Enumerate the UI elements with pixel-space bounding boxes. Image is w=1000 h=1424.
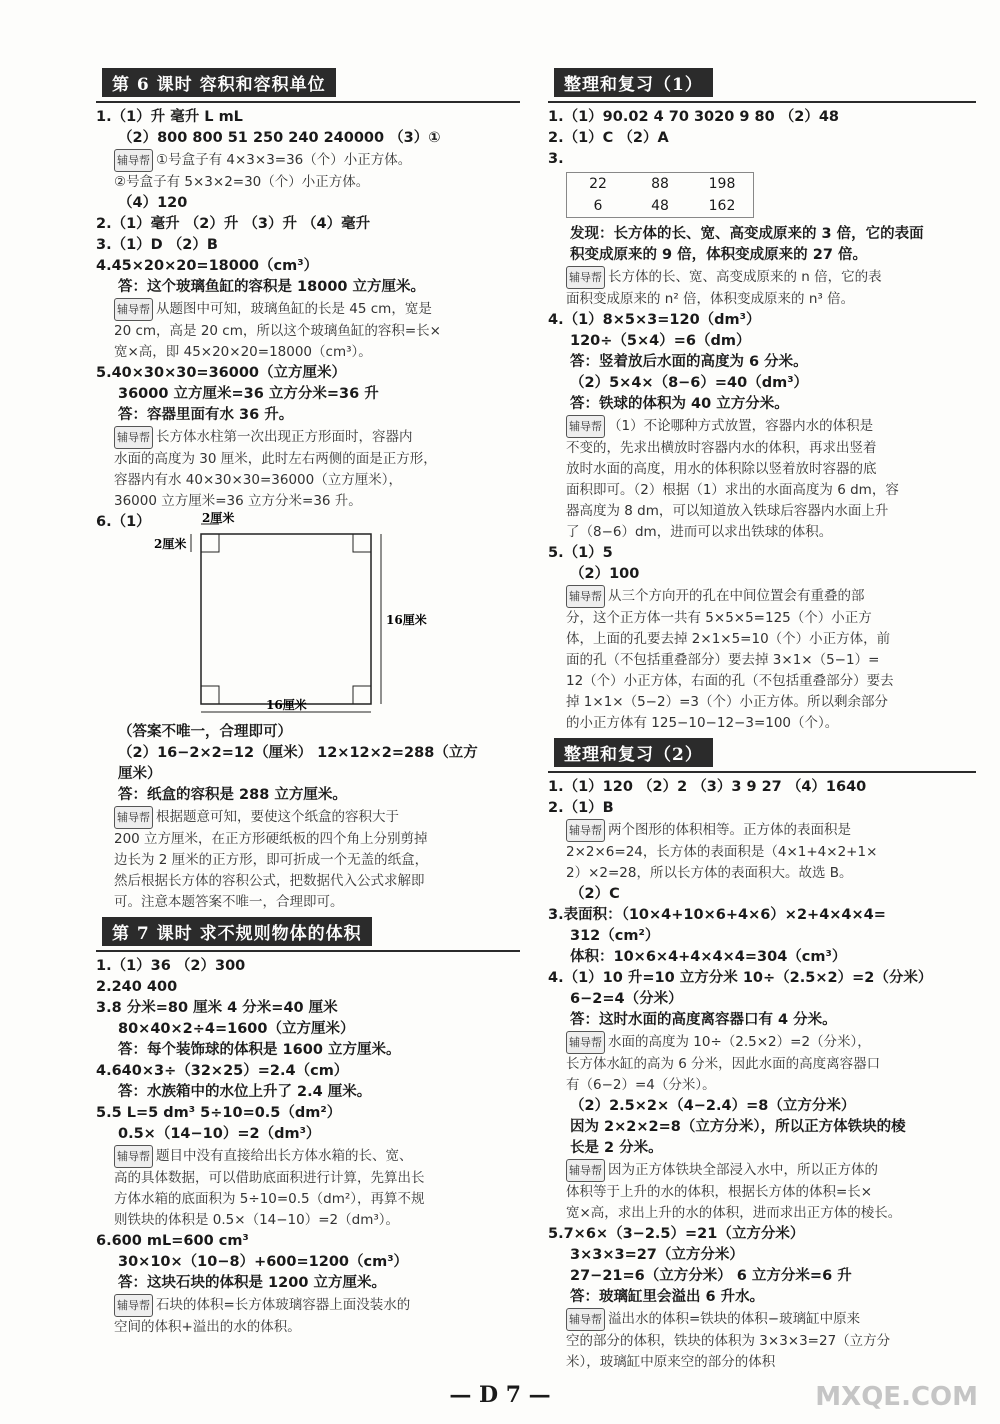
help-line: 12（个）小正方体，右面的孔（不包括重叠部分）要去	[566, 673, 894, 689]
answer-line: 80×40×2÷4=1600（立方厘米）	[118, 1021, 355, 1037]
answer-line: （2）100	[570, 566, 640, 582]
answer-line: 2.（1）C （2）A	[548, 130, 669, 146]
help-line: 空间的体积+溢出的水的体积。	[114, 1319, 301, 1335]
square-cardboard-diagram	[154, 511, 496, 717]
answer-line: 5.40×30×30=36000（立方厘米）	[96, 365, 347, 381]
question-6-diagram	[96, 512, 520, 722]
answer-line: 3×3×3=27（立方分米）	[570, 1247, 744, 1263]
answer-line: 0.5×（14−10）=2（dm³）	[118, 1126, 321, 1142]
tutor-help-text	[548, 1159, 976, 1182]
answer-line: 4.45×20×20=18000（cm³）	[96, 258, 319, 274]
page-number: — D 7 —	[449, 1382, 551, 1408]
tutor-help-text	[96, 1317, 520, 1338]
help-line: 空的部分的体积，铁块的体积为 3×3×3=27（立方分	[566, 1333, 891, 1349]
help-line: 则铁块的体积是 0.5×（14−10）=2（dm³）。	[114, 1212, 400, 1228]
help-line: 面的孔（不包括重叠部分）要去掉 3×1×（5−1）=	[566, 652, 880, 668]
answer-line: 1.（1）90.02 4 70 3020 9 80 （2）48	[548, 109, 839, 125]
help-line: 面积变成原来的 n² 倍，体积变成原来的 n³ 倍。	[566, 291, 855, 307]
help-line: 掉 1×1×（5−2）=3（个）小正方体。所以剩余部分	[566, 694, 888, 710]
table-cell: 88	[651, 176, 669, 192]
tutor-help-text	[96, 1189, 520, 1210]
tutor-help-text	[96, 1168, 520, 1189]
tutor-help-text	[548, 1308, 976, 1331]
help-line: 两个图形的体积相等。正方体的表面积是	[608, 822, 851, 838]
help-line: 长方体水缸的高为 6 分米，因此水面的高度离容器口	[566, 1056, 881, 1072]
answer-line: 5.（1）5	[548, 545, 613, 561]
help-line: ②号盒子有 5×3×2=30（个）小正方体。	[114, 174, 370, 190]
help-tag-icon: 辅导帮	[114, 806, 153, 829]
answer-line: 厘米）	[118, 766, 162, 782]
tutor-help-text	[548, 501, 976, 522]
help-tag-icon: 辅导帮	[566, 585, 605, 608]
tutor-help-text	[548, 842, 976, 863]
help-line: 面积即可。（2）根据（1）求出的水面高度为 6 dm，容	[566, 482, 899, 498]
table-cell: 162	[708, 198, 736, 214]
answer-line: 答：竖着放后水面的高度为 6 分米。	[570, 354, 808, 370]
section-header	[548, 738, 976, 773]
help-line: 20 cm，高是 20 cm，所以这个玻璃鱼缸的容积=长×	[114, 323, 441, 339]
answer-block	[548, 224, 976, 734]
help-line: ①号盒子有 4×3×3=36（个）小正方体。	[156, 152, 412, 168]
help-line: 可。注意本题答案不唯一，合理即可。	[114, 894, 344, 910]
help-tag-icon: 辅导帮	[114, 149, 153, 172]
help-tag-icon: 辅导帮	[566, 1031, 605, 1054]
section-title: 整理和复习（2）	[554, 738, 713, 767]
tutor-help-text	[548, 480, 976, 501]
answer-block	[96, 722, 520, 913]
help-line: 长方体水柱第一次出现正方形面时，容器内	[156, 429, 413, 445]
help-line: 宽×高，求出上升的水的体积，进而求出正方体的棱长。	[566, 1205, 902, 1221]
answer-line: 6.600 mL=600 cm³	[96, 1233, 249, 1249]
answer-line: 30×10×（10−8）+600=1200（cm³）	[118, 1254, 409, 1270]
tutor-help-text	[96, 1145, 520, 1168]
right-dimension-label: 16厘米	[386, 613, 427, 627]
help-tag-icon: 辅导帮	[566, 1159, 605, 1182]
tutor-help-text	[96, 470, 520, 491]
help-tag-icon: 辅导帮	[114, 1145, 153, 1168]
help-line: 然后根据长方体的容积公式，把数据代入公式求解即	[114, 873, 425, 889]
answer-line: 1.（1）120 （2）2 （3）3 9 27 （4）1640	[548, 779, 867, 795]
tutor-help-text	[96, 449, 520, 470]
help-line: 分，这个正方体一共有 5×5×5=125（个）小正方	[566, 610, 872, 626]
answer-line: （2）16−2×2=12（厘米） 12×12×2=288（立方	[118, 745, 478, 761]
help-line: 放时水面的高度，用水的体积除以竖着放时容器的底	[566, 461, 877, 477]
answer-line: 3.	[548, 151, 564, 167]
corner-square	[201, 686, 219, 704]
answer-line: 答：这块石块的体积是 1200 立方厘米。	[118, 1275, 386, 1291]
help-line: 边长为 2 厘米的正方形，即可折成一个无盖的纸盒，	[114, 852, 429, 868]
tutor-help-text	[548, 459, 976, 480]
answer-line: 1.（1）36 （2）300	[96, 958, 246, 974]
tutor-help-text	[548, 415, 976, 438]
help-line: 从题图中可知，玻璃鱼缸的长是 45 cm，宽是	[156, 301, 432, 317]
tutor-help-text	[548, 1031, 976, 1054]
tutor-help-text	[548, 692, 976, 713]
help-line: 体积等于上升的水的体积，根据长方体的体积=长×	[566, 1184, 873, 1200]
answer-line: 答：水族箱中的水位上升了 2.4 厘米。	[118, 1084, 372, 1100]
corner-square	[201, 534, 219, 552]
help-line: （1）不论哪种方式放置，容器内水的体积是	[608, 418, 874, 434]
section-header	[548, 68, 976, 103]
answer-block	[96, 107, 520, 512]
help-line: 长方体的长、宽、高变成原来的 n 倍，它的表	[608, 269, 882, 285]
watermark: MXQE.COM	[815, 1382, 978, 1412]
answer-block	[548, 777, 976, 1373]
answer-line: 答：这个玻璃鱼缸的容积是 18000 立方厘米。	[118, 279, 426, 295]
tutor-help-text	[96, 1210, 520, 1231]
answer-line: 答：每个装饰球的体积是 1600 立方厘米。	[118, 1042, 401, 1058]
tutor-help-text	[548, 1075, 976, 1096]
help-line: 容器内有水 40×30×30=36000（立方厘米），	[114, 472, 402, 488]
tutor-help-text	[548, 819, 976, 842]
answer-line: 27−21=6（立方分米） 6 立方分米=6 升	[570, 1268, 852, 1284]
answer-line: 因为 2×2×2=8（立方分米），所以正方体铁块的棱	[570, 1119, 906, 1135]
help-line: 根据题意可知，要使这个纸盒的容积大于	[156, 809, 399, 825]
tutor-help-text	[96, 806, 520, 829]
answer-block	[96, 956, 520, 1338]
tutor-help-text	[96, 298, 520, 321]
tutor-help-text	[548, 1054, 976, 1075]
help-line: 方体水箱的底面积为 5÷10=0.5（dm²），再算不规	[114, 1191, 425, 1207]
answer-line: 答：铁球的体积为 40 立方分米。	[570, 396, 789, 412]
help-line: 体，上面的孔要去掉 2×1×5=10（个）小正方体，前	[566, 631, 891, 647]
answer-table	[566, 172, 754, 218]
help-line: 的小正方体有 125−10−12−3=100（个）。	[566, 715, 839, 731]
tutor-help-text	[548, 289, 976, 310]
answer-line: （2）5×4×（8−6）=40（dm³）	[570, 375, 809, 391]
help-line: 了（8−6）dm，进而可以求出铁球的体积。	[566, 524, 833, 540]
answer-line: （4）120	[118, 195, 188, 211]
answer-line: 长是 2 分米。	[570, 1140, 663, 1156]
help-line: 不变的，先求出横放时容器内水的体积，再求出竖着	[566, 440, 877, 456]
answer-line: 1.（1）升 毫升 L mL	[96, 109, 243, 125]
answer-line: 积变成原来的 9 倍，体积变成原来的 27 倍。	[570, 247, 867, 263]
help-line: 宽×高，即 45×20×20=18000（cm³）。	[114, 344, 372, 360]
tutor-help-text	[548, 650, 976, 671]
help-line: 溢出水的体积=铁块的体积−玻璃缸中原来	[608, 1311, 861, 1327]
answer-block	[548, 107, 976, 170]
help-line: 题目中没有直接给出长方体水箱的长、宽、	[156, 1148, 413, 1164]
help-tag-icon: 辅导帮	[566, 266, 605, 289]
answer-line: （2）800 800 51 250 240 240000 （3）①	[118, 130, 441, 146]
answer-line: 2.240 400	[96, 979, 178, 995]
table-cell: 22	[589, 176, 607, 192]
tutor-help-text	[96, 850, 520, 871]
answer-line: 4.（1）10 升=10 立方分米 10÷（2.5×2）=2（分米）	[548, 970, 933, 986]
bottom-dimension-label: 16厘米	[266, 698, 307, 712]
help-tag-icon: 辅导帮	[114, 1294, 153, 1317]
answer-line: （2）2.5×2×（4−2.4）=8（立方分米）	[570, 1098, 856, 1114]
help-line: 有（6−2）=4（分米）。	[566, 1077, 716, 1093]
help-line: 器高度为 8 dm，可以知道放入铁球后容器内水面上升	[566, 503, 889, 519]
help-line: 从三个方向开的孔在中间位置会有重叠的部	[608, 588, 865, 604]
help-tag-icon: 辅导帮	[114, 426, 153, 449]
tutor-help-text	[96, 892, 520, 913]
answer-line: 发现：长方体的长、宽、高变成原来的 3 倍，它的表面	[570, 226, 924, 242]
tutor-help-text	[96, 829, 520, 850]
tutor-help-text	[96, 321, 520, 342]
corner-square	[353, 534, 371, 552]
answer-line: 体积：10×6×4+4×4×4=304（cm³）	[570, 949, 847, 965]
tutor-help-text	[548, 1182, 976, 1203]
help-line: 2）×2=28，所以长方体的表面积大。故选 B。	[566, 865, 853, 881]
tutor-help-text	[548, 671, 976, 692]
square-outline	[201, 534, 371, 704]
answer-line: 3.（1）D （2）B	[96, 237, 218, 253]
answer-line: 答：这时水面的高度离容器口有 4 分米。	[570, 1012, 837, 1028]
answer-line: 312（cm²）	[570, 928, 660, 944]
answer-line: （2）C	[570, 886, 620, 902]
tutor-help-text	[96, 149, 520, 172]
right-column	[548, 68, 976, 1373]
tutor-help-text	[548, 266, 976, 289]
table-cell: 6	[593, 198, 603, 214]
tutor-help-text	[548, 585, 976, 608]
table-cell: 48	[651, 198, 669, 214]
tutor-help-text	[548, 522, 976, 543]
help-tag-icon: 辅导帮	[114, 298, 153, 321]
help-tag-icon: 辅导帮	[566, 1308, 605, 1331]
tutor-help-text	[96, 491, 520, 512]
table-row	[567, 195, 754, 218]
answer-line: 6−2=4（分米）	[570, 991, 683, 1007]
help-line: 因为正方体铁块全部浸入水中，所以正方体的	[608, 1162, 878, 1178]
help-line: 米），玻璃缸中原来空的部分的体积	[566, 1354, 776, 1370]
answer-line: 36000 立方厘米=36 立方分米=36 升	[118, 386, 379, 402]
table-cell: 198	[708, 176, 736, 192]
corner-square	[353, 686, 371, 704]
answer-line: 2.（1）毫升 （2）升 （3）升 （4）毫升	[96, 216, 371, 232]
help-line: 水面的高度为 30 厘米，此时左右两侧的面是正方形，	[114, 451, 437, 467]
tutor-help-text	[96, 342, 520, 363]
tutor-help-text	[548, 863, 976, 884]
tutor-help-text	[548, 1203, 976, 1224]
tutor-help-text	[96, 172, 520, 193]
side-dimension-label: 2厘米	[154, 537, 187, 551]
answer-line: 3.表面积：（10×4+10×6+4×6）×2+4×4×4=	[548, 907, 886, 923]
help-line: 石块的体积=长方体玻璃容器上面没装水的	[156, 1297, 411, 1313]
section-title: 整理和复习（1）	[554, 68, 713, 97]
tutor-help-text	[96, 871, 520, 892]
section-title: 第 7 课时 求不规则物体的体积	[102, 917, 372, 946]
section-header	[96, 917, 520, 952]
section-title: 第 6 课时 容积和容积单位	[102, 68, 336, 97]
table-row	[567, 173, 754, 196]
help-line: 36000 立方厘米=36 立方分米=36 升。	[114, 493, 362, 509]
help-tag-icon: 辅导帮	[566, 415, 605, 438]
help-line: 水面的高度为 10÷（2.5×2）=2（分米），	[608, 1034, 871, 1050]
tutor-help-text	[96, 1294, 520, 1317]
answer-line: 2.（1）B	[548, 800, 614, 816]
help-line: 200 立方厘米，在正方形硬纸板的四个角上分别剪掉	[114, 831, 428, 847]
tutor-help-text	[548, 629, 976, 650]
tutor-help-text	[548, 608, 976, 629]
answer-line: 3.8 分米=80 厘米 4 分米=40 厘米	[96, 1000, 338, 1016]
answer-line: 5.5 L=5 dm³ 5÷10=0.5（dm²）	[96, 1105, 342, 1121]
section-header	[96, 68, 520, 103]
top-dimension-label: 2厘米	[202, 511, 235, 525]
tutor-help-text	[548, 1331, 976, 1352]
answer-line: 5.7×6×（3−2.5）=21（立方分米）	[548, 1226, 805, 1242]
help-line: 高的具体数据，可以借助底面积进行计算，先算出长	[114, 1170, 425, 1186]
help-tag-icon: 辅导帮	[566, 819, 605, 842]
tutor-help-text	[548, 713, 976, 734]
answer-line: 答：玻璃缸里会溢出 6 升水。	[570, 1289, 765, 1305]
tutor-help-text	[548, 438, 976, 459]
tutor-help-text	[96, 426, 520, 449]
answer-line: 答：容器里面有水 36 升。	[118, 407, 294, 423]
question-label: 6.（1）	[96, 514, 151, 530]
answer-line: 4.640×3÷（32×25）=2.4（cm）	[96, 1063, 349, 1079]
help-line: 2×2×6=24，长方体的表面积是（4×1+4×2+1×	[566, 844, 878, 860]
answer-line: 120÷（5×4）=6（dm）	[570, 333, 751, 349]
answer-line: （答案不唯一，合理即可）	[118, 724, 292, 740]
answer-line: 4.（1）8×5×3=120（dm³）	[548, 312, 761, 328]
tutor-help-text	[548, 1352, 976, 1373]
answer-line: 答：纸盒的容积是 288 立方厘米。	[118, 787, 347, 803]
left-column	[96, 68, 520, 1338]
